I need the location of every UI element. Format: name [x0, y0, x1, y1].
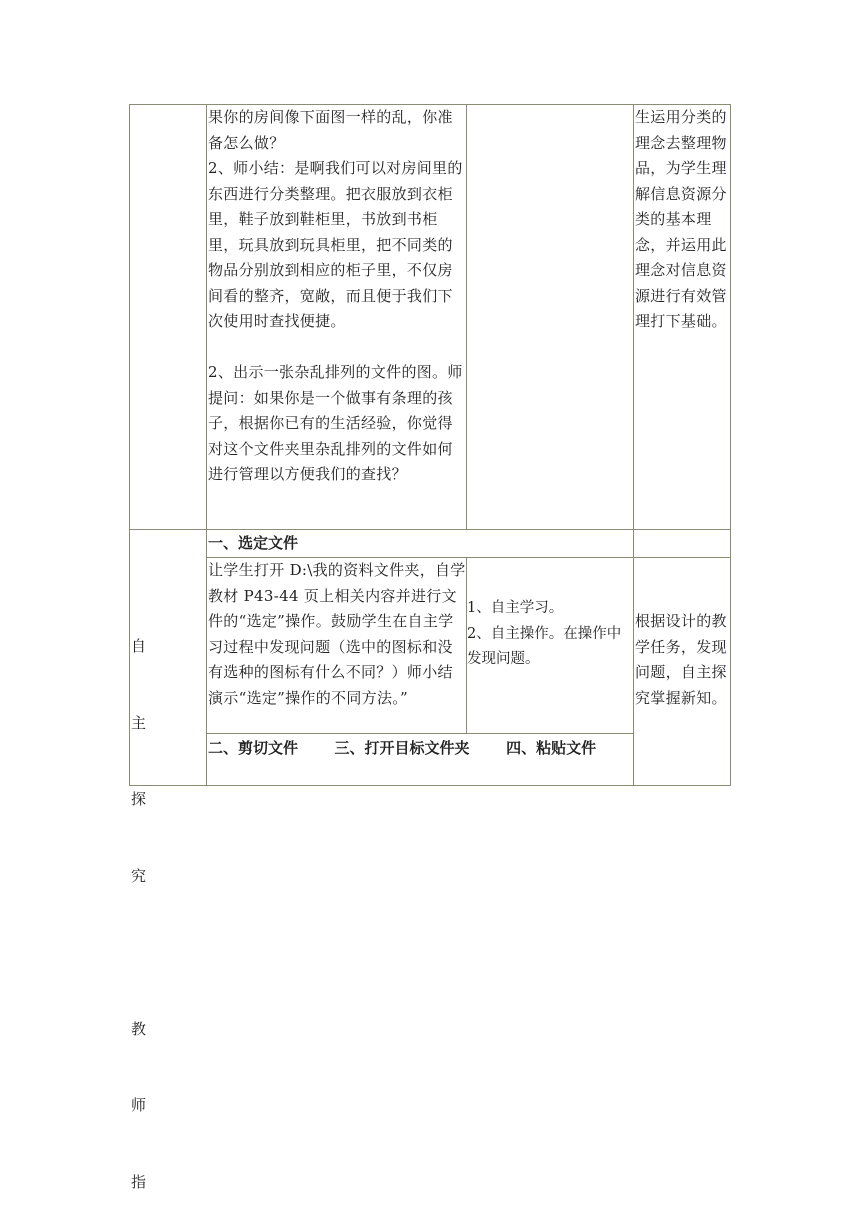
table-border-col3-lower [633, 557, 634, 786]
section-heading-remaining-steps: 二、剪切文件 三、打开目标文件夹 四、粘贴文件 [208, 739, 597, 757]
stage-char: 师 [131, 1096, 147, 1114]
stage-label [131, 583, 161, 1191]
table-border-bottom [129, 785, 731, 786]
stage-char: 自 [131, 637, 147, 655]
student-activity-text: 1、自主学习。 2、自主操作。在操作中发现问题。 [467, 600, 622, 667]
table-border-right [730, 104, 731, 786]
row1-activity-text: 果你的房间像下面图一样的乱，你准备怎么做？ 2、师小结：是啊我们可以对房间里的东西进行分类整理。把衣服放到衣柜里，鞋子放到鞋柜里，书放到书柜里，玩具放到玩具柜里，把不同类的物品分别放到相应的柜子里，不仅房间看的整齐，宽敞，而且便于我们下次使用时查找便捷。 2、出示一张杂乱排列的文件的图。师提问：如果你是一个做事有条理的孩子，根据你已有的生活经验，你觉得对这个文件夹里杂乱排列的文件如何进行管理以方便我们的查找？ [208, 108, 463, 483]
task-instruction-text: 让学生打开 D:\我的资料文件夹，自学教材 P43-44 页上相关内容并进行文件的“选定”操作。鼓励学生在自主学习过程中发现问题（选中的图标和没有选种的图标有什么不同？）师小结演示“选定”操作的不同方法。” [208, 561, 466, 707]
section-heading-select-file: 一、选定文件 [208, 534, 299, 552]
table-border-col3-heading [633, 529, 634, 558]
stage-char-gap [131, 940, 161, 966]
stage-char: 主 [131, 713, 147, 732]
stage-char: 探 [131, 790, 147, 808]
table-border-col3-row1 [633, 104, 634, 530]
table-border-left [129, 104, 130, 786]
table-border-col1 [206, 104, 207, 786]
table-border-task-bottom [207, 733, 634, 734]
stage-char: 究 [131, 866, 147, 885]
table-border-row1-bottom [129, 529, 731, 530]
row1-design-intent-text: 生运用分类的理念去整理物品，为学生理解信息资源分类的基本理念，并运用此理念对信息资源进行有效管理打下基础。 [635, 108, 727, 330]
stage-char: 指 [131, 1172, 147, 1191]
stage-char: 教 [131, 1019, 147, 1038]
row2-design-intent-text: 根据设计的教学任务，发现问题，自主探究掌握新知。 [635, 612, 727, 707]
